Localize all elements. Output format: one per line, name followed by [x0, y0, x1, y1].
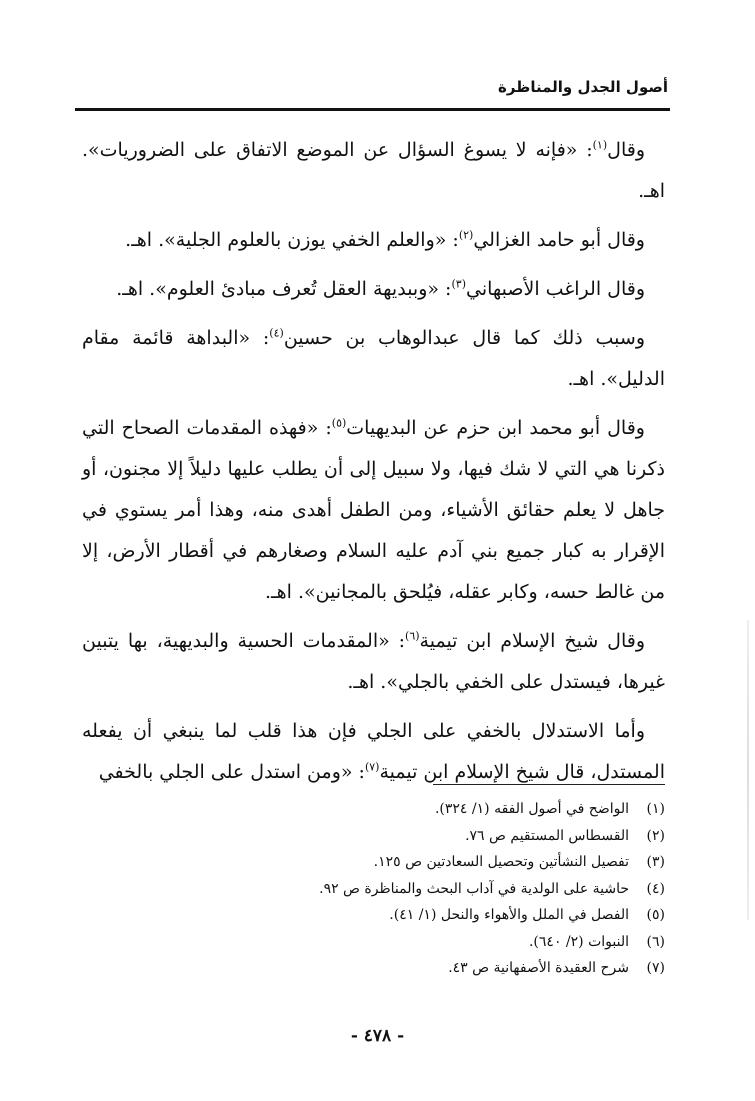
paragraph: وقال أبو محمد ابن حزم عن البديهيات$^{(٥)}$: «فهذه المقدمات الصحاح التي ذكرنا هي التي لا شك فيها، ولا سبيل إلى أن يطلب عليها دليلاً إلا مجنون، أو جاهل لا يعلم حقائق الأشياء، ومن الطفل أهدى منه، وهذا أمر يستوي في الإقرار به كبار جميع بني آدم عليه السلام وصغارهم في أقطار الأرض، إلا من غالط حسه، وكابر عقله، فيُلحق بالمجانين». اهـ. — [82, 416, 665, 603]
footnote-text: القسطاس المستقيم ص ٧٦. — [465, 827, 629, 844]
page-number: - ٤٧٨ - — [350, 1026, 405, 1046]
footnote-reference: (٤) — [269, 326, 284, 340]
footnote-item — [85, 849, 665, 876]
footnote-number: (٣) — [646, 854, 665, 870]
footnote-number: (٧) — [646, 960, 665, 976]
footnote-rule — [433, 784, 665, 785]
paragraph: وقال الراغب الأصبهاني$^{(٣)}$: «وببديهة العقل تُعرف مبادئ العلوم». اهـ. — [116, 277, 645, 300]
footnote-item — [85, 929, 665, 956]
footnote-text: شرح العقيدة الأصفهانية ص ٤٣. — [448, 960, 629, 976]
footnote-text: حاشية على الولدية في آداب البحث والمناظرة ص ٩٢. — [319, 880, 629, 897]
paragraph: وقال شيخ الإسلام ابن تيمية$^{(٦)}$: «المقدمات الحسية والبديهية، بها يتبين غيرها، فيستدل على الخفي بالجلي». اهـ. — [82, 629, 665, 693]
footnote-number: (٤) — [646, 880, 665, 897]
footnote-reference: (٥) — [331, 416, 347, 430]
paragraph: وقال أبو حامد الغزالي$^{(٢)}$: «والعلم الخفي يوزن بالعلوم الجلية». اهـ. — [125, 228, 645, 251]
footnote-reference: (٧) — [364, 760, 380, 774]
paragraph: وأما الاستدلال بالخفي على الجلي فإن هذا قلب لما ينبغي أن يفعله المستدل، قال شيخ الإسلام ابن تيمية$^{(٧)}$: «ومن استدل على الجلي بالخفي — [82, 720, 665, 783]
footnote-number: (٥) — [646, 907, 665, 923]
footnote-text: النبوات (٢/ ٦٤٠). — [528, 933, 629, 950]
footnote-item — [85, 955, 665, 982]
header-rule — [75, 108, 670, 111]
footnote-text: الواضح في أصول الفقه (١/ ٣٢٤). — [434, 801, 629, 817]
footnote-item — [85, 796, 665, 823]
footnote-reference: (١) — [592, 138, 608, 152]
footnote-number: (٦) — [646, 933, 665, 950]
footnote-text: تفصيل النشأتين وتحصيل السعادتين ص ١٢٥. — [373, 854, 629, 870]
paragraph: وقال$^{(١)}$: «فإنه لا يسوغ السؤال عن الموضع الاتفاق على الضروريات». اهـ. — [82, 138, 665, 202]
running-header: أصول الجدل والمناظرة — [498, 78, 668, 96]
scan-edge-shadow — [747, 620, 749, 920]
footnote-text: الفصل في الملل والأهواء والنحل (١/ ٤١). — [389, 907, 629, 923]
footnote-reference: (٣) — [451, 277, 466, 291]
footnote-item — [85, 823, 665, 850]
footnote-number: (١) — [646, 801, 665, 817]
footnote-reference: (٦) — [405, 629, 420, 643]
footnote-reference: (٢) — [458, 228, 474, 242]
paragraph: وسبب ذلك كما قال عبدالوهاب بن حسين$^{(٤)}$: «البداهة قائمة مقام الدليل». اهـ. — [82, 326, 665, 390]
footnote-number: (٢) — [646, 827, 665, 844]
body-text — [82, 130, 665, 801]
footnote-item — [85, 902, 665, 929]
footnotes-list — [85, 796, 665, 982]
footnote-item — [85, 876, 665, 903]
